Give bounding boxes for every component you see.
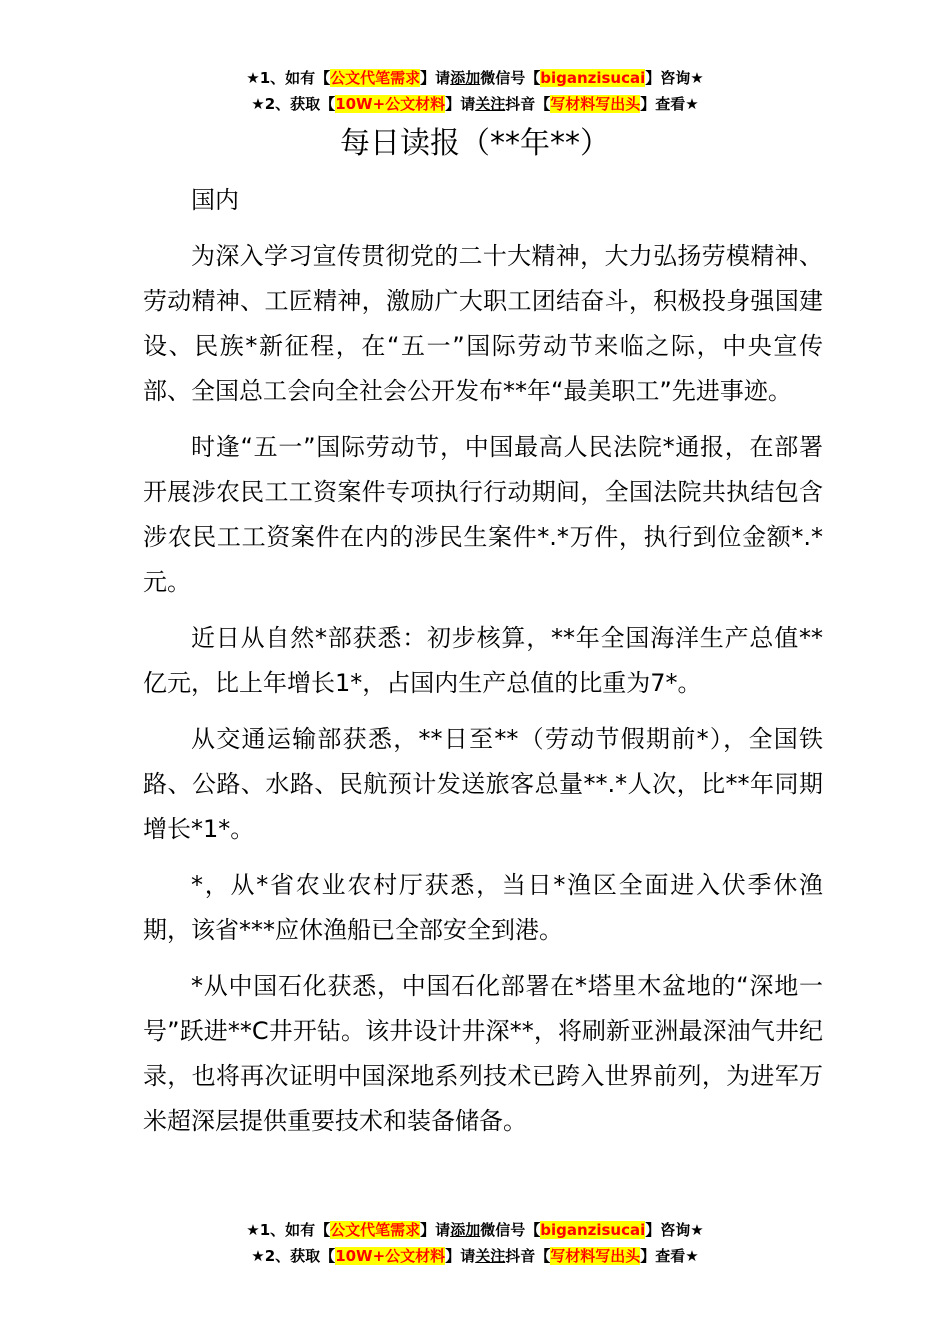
paragraph: 从交通运输部获悉，**日至**（劳动节假期前*），全国铁路、公路、水路、民航预计发送旅客总量**.*人次，比**年同期增长*1*。 (143, 725, 823, 843)
banner-highlight: 公文代笔需求 (330, 69, 421, 87)
paragraph: *，从*省农业农村厅获悉，当日*渔区全面进入伏季休渔期，该省***应休渔船已全部安全到港。 (143, 871, 823, 944)
banner-text: 抖音【 (505, 95, 551, 113)
banner-highlight: biganzisucai (540, 69, 646, 87)
banner-text: 微信号【 (480, 69, 541, 87)
banner-underlined-text: 添加 (450, 1221, 481, 1239)
paragraph: 为深入学习宣传贯彻党的二十大精神，大力弘扬劳模精神、劳动精神、工匠精神，激励广大职工团结奋斗，积极投身强国建设、民族*新征程，在“五一”国际劳动节来临之际，中央宣传部、全国总工会向全社会公开发布**年“最美职工”先进事迹。 (143, 242, 823, 405)
banner-text: 】请 (445, 1247, 476, 1265)
banner-text: ★1、如有【 (246, 69, 331, 87)
banner-text: 】请 (420, 1221, 451, 1239)
document-title: 每日读报（**年**） (340, 126, 610, 161)
section-heading: 国内 (191, 186, 239, 214)
banner-text: 微信号【 (480, 1221, 541, 1239)
banner-text: 】请 (445, 95, 476, 113)
banner-text: 】请 (420, 69, 451, 87)
banner-line-1 (0, 1217, 950, 1243)
header-banner (0, 65, 950, 117)
banner-line-1 (0, 65, 950, 91)
banner-text: ★2、获取【 (251, 1247, 336, 1265)
banner-text: 】查看★ (640, 95, 699, 113)
banner-text: 抖音【 (505, 1247, 551, 1265)
banner-line-2 (0, 1243, 950, 1269)
paragraph: 近日从自然*部获悉：初步核算，**年全国海洋生产总值**亿元，比上年增长1*，占国内生产总值的比重为7*。 (143, 624, 823, 697)
banner-highlight: 写材料写出头 (550, 95, 641, 113)
banner-highlight: 公文代笔需求 (330, 1221, 421, 1239)
banner-text: 】咨询★ (645, 1221, 704, 1239)
banner-underlined-text: 添加 (450, 69, 481, 87)
banner-highlight: biganzisucai (540, 1221, 646, 1239)
banner-line-2 (0, 91, 950, 117)
banner-text: 】咨询★ (645, 69, 704, 87)
paragraph: *从中国石化获悉，中国石化部署在*塔里木盆地的“深地一号”跃进**C井开钻。该井设计井深**，将刷新亚洲最深油气井纪录，也将再次证明中国深地系列技术已跨入世界前列，为进军万米超深层提供重要技术和装备储备。 (143, 972, 823, 1135)
footer-banner (0, 1217, 950, 1269)
banner-text: ★1、如有【 (246, 1221, 331, 1239)
banner-underlined-text: 关注 (475, 95, 506, 113)
banner-highlight: 写材料写出头 (550, 1247, 641, 1265)
banner-text: ★2、获取【 (251, 95, 336, 113)
banner-highlight: 10W+公文材料 (335, 1247, 446, 1265)
banner-highlight: 10W+公文材料 (335, 95, 446, 113)
document-body (143, 178, 823, 1155)
paragraph: 时逢“五一”国际劳动节，中国最高人民法院*通报，在部署开展涉农民工工资案件专项执行行动期间，全国法院共执结包含涉农民工工资案件在内的涉民生案件*.*万件，执行到位金额*.*元。 (143, 433, 823, 596)
banner-underlined-text: 关注 (475, 1247, 506, 1265)
banner-text: 】查看★ (640, 1247, 699, 1265)
